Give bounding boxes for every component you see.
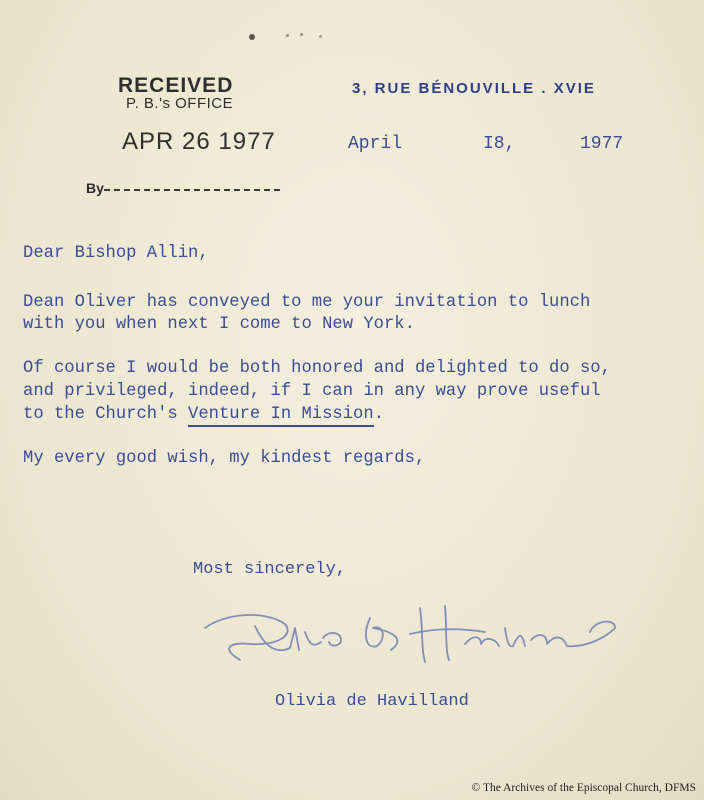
received-stamp-date: APR 26 1977 [122, 128, 276, 155]
venture-in-mission-underlined: Venture In Mission [188, 405, 374, 427]
paragraph-2-line-3-period: . [373, 405, 385, 424]
paragraph-2-line-3 [23, 405, 384, 424]
letter-date-day: I8, [483, 134, 516, 154]
paragraph-1-line-2: with you when next I come to New York. [23, 315, 415, 334]
paragraph-2-line-2: and privileged, indeed, if I can in any way prove useful [23, 382, 601, 401]
paragraph-2-line-3-prefix: to the Church's [23, 405, 189, 424]
paragraph-1-line-1: Dean Oliver has conveyed to me your invitation to lunch [23, 293, 591, 312]
received-stamp-title: RECEIVED [118, 74, 234, 97]
letterhead-address: 3, RUE BÉNOUVILLE . XVIE [352, 80, 596, 97]
paper-speck [319, 35, 322, 38]
paper-speck [300, 33, 303, 36]
paragraph-3: My every good wish, my kindest regards, [23, 449, 426, 468]
salutation: Dear Bishop Allin, [23, 244, 209, 263]
handwritten-signature [195, 588, 635, 678]
paper-speck [286, 34, 289, 37]
typed-signature-name: Olivia de Havilland [275, 692, 469, 711]
letter-date-month: April [348, 134, 403, 154]
received-stamp-office: P. B.'s OFFICE [126, 95, 234, 112]
archive-credit: © The Archives of the Episcopal Church, DFMS [471, 782, 696, 794]
received-stamp-by: By [86, 180, 104, 196]
closing: Most sincerely, [193, 560, 347, 579]
paragraph-2-line-1: Of course I would be both honored and delighted to do so, [23, 359, 611, 378]
paper-speck [249, 34, 255, 40]
letter-date-year: 1977 [580, 134, 624, 154]
received-stamp-signature-line [104, 189, 280, 191]
